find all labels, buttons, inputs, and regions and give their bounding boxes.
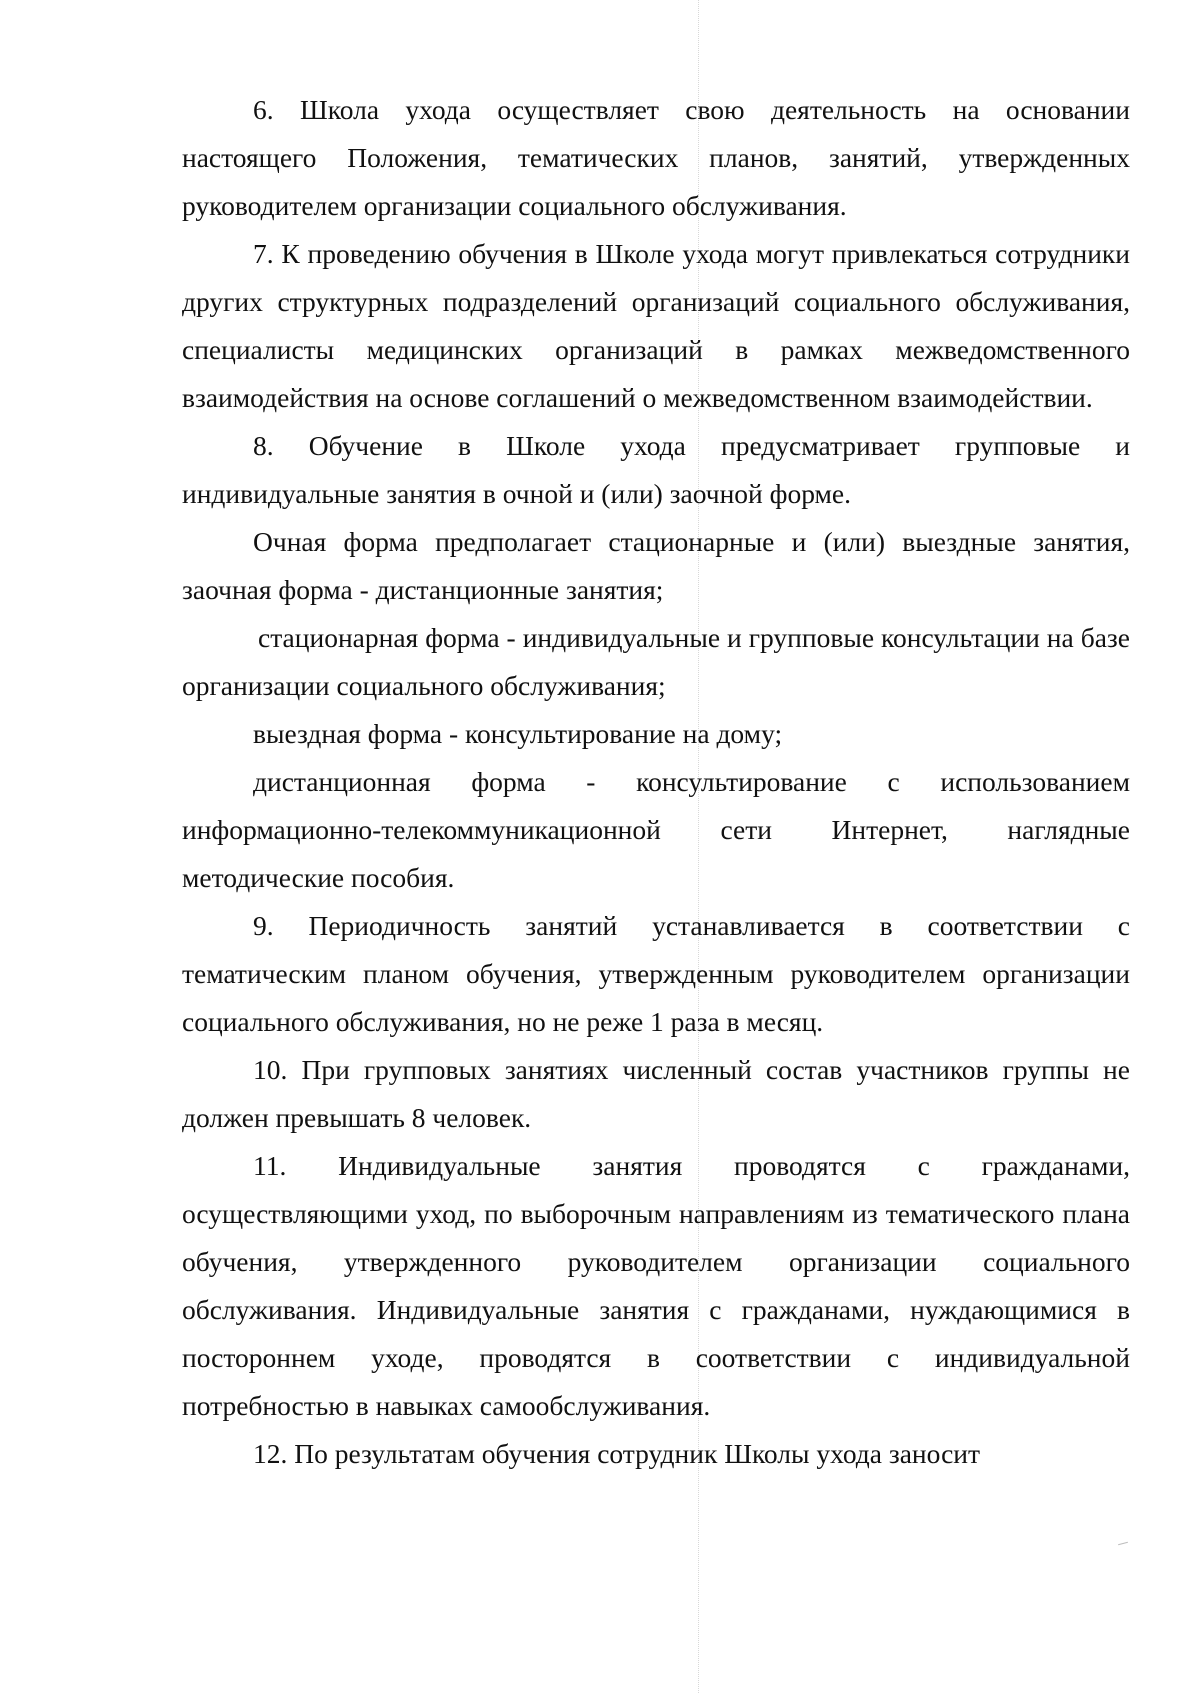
paragraph-full-time-form: Очная форма предполагает стационарные и (или) выездные занятия, заочная форма - дистанционные занятия;	[182, 526, 1130, 605]
paragraph-12: 12. По результатам обучения сотрудник Школы ухода заносит	[253, 1438, 981, 1469]
paragraph-7: 7. К проведению обучения в Школе ухода могут привлекаться сотрудники других структурных подразделений организаций социального обслуживания, специалисты медицинских организаций в рамках межведомственного взаимодействия на основе соглашений о межведомственном взаимодействии.	[182, 238, 1130, 413]
paragraph-9: 9. Периодичность занятий устанавливается в соответствии с тематическим планом обучения, утвержденным руководителем организации социального обслуживания, но не реже 1 раза в месяц.	[182, 910, 1130, 1037]
paragraph-remote-form: дистанционная форма - консультирование с использованием информационно-телекоммуникационной сети Интернет, наглядные методические пособия.	[182, 766, 1130, 893]
scan-edge-mark	[1118, 1542, 1128, 1545]
paragraph-6: 6. Школа ухода осуществляет свою деятельность на основании настоящего Положения, тематических планов, занятий, утвержденных руководителем организации социального обслуживания.	[182, 94, 1130, 221]
paragraph-10: 10. При групповых занятиях численный состав участников группы не должен превышать 8 человек.	[182, 1054, 1130, 1133]
paragraph-8: 8. Обучение в Школе ухода предусматривает групповые и индивидуальные занятия в очной и (или) заочной форме.	[182, 430, 1130, 509]
paragraph-stationary-form: стационарная форма - индивидуальные и групповые консультации на базе организации социального обслуживания;	[182, 622, 1130, 701]
paragraph-11: 11. Индивидуальные занятия проводятся с гражданами, осуществляющими уход, по выборочным направлениям из тематического плана обучения, утвержденного руководителем организации социального обслуживания. Индивидуальные занятия с гражданами, нуждающимися в постороннем уходе, проводятся в соответствии с индивидуальной потребностью в навыках самообслуживания.	[182, 1150, 1130, 1421]
document-body	[182, 86, 1130, 1478]
paragraph-visiting-form: выездная форма - консультирование на дому;	[253, 718, 783, 749]
